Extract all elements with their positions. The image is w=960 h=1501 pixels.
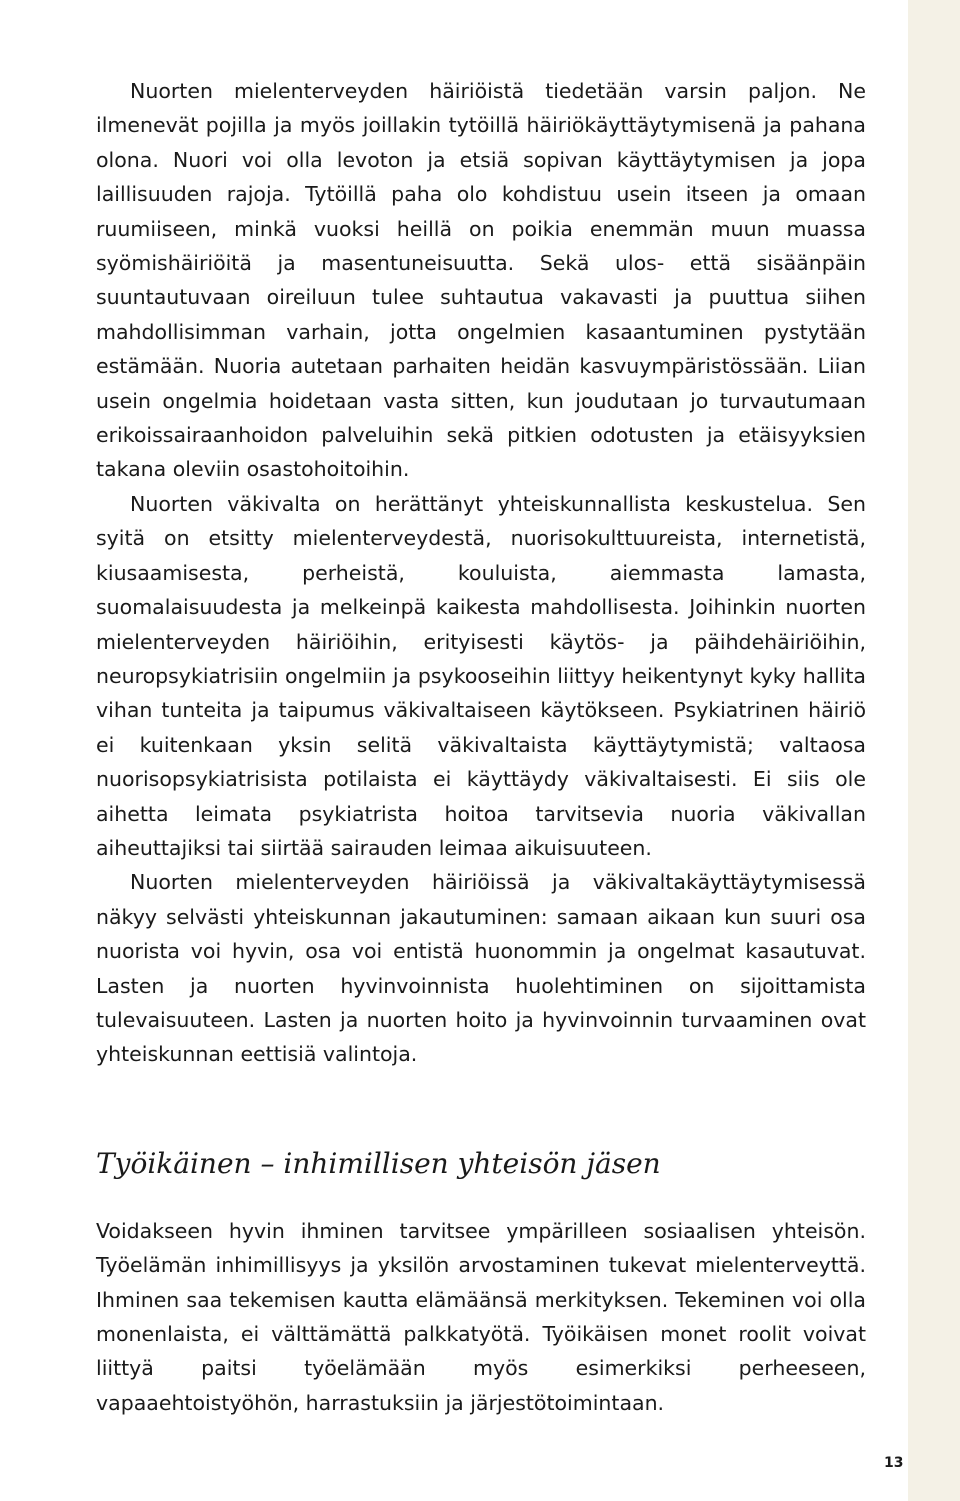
paragraph-working-age: Voidakseen hyvin ihminen tarvitsee ympärilleen sosiaalisen yhteisön. Työelämän inhimillisyys ja yksilön arvostaminen tukevat mielenterveyttä. Ihminen saa tekemisen kautta elämäänsä merkityksen. Tekeminen voi olla monenlaista, ei välttämättä palkkatyötä. Työikäisen monet roolit voivat liittyä paitsi työelämään myös esimerkiksi perheeseen, vapaaehtoistyöhön, harrastuksiin ja järjestötoimintaan. xyxy=(96,1218,866,1415)
page-body xyxy=(96,74,866,1420)
page-number: 13 xyxy=(884,1455,904,1471)
paragraph-youth-violence: Nuorten väkivalta on herättänyt yhteiskunnallista keskustelua. Sen syitä on etsitty mielenterveydestä, nuorisokulttuureista, internetistä, kiusaamisesta, perheistä, kouluista, aiemmasta lamasta, suomalaisuudesta ja melkeinpä kaikesta mahdollisesta. Joihinkin nuorten mielenterveyden häiriöihin, erityisesti käytös- ja päihdehäiriöihin, neuropsykiatrisiin ongelmiin ja psykooseihin liittyy heikentynyt kyky hallita vihan tunteita ja taipumus väkivaltaiseen käytökseen. Psykiatrinen häiriö ei kuitenkaan yksin selitä väkivaltaista käyttäytymistä; valtaosa nuorisopsykiatrisista potilaista ei käyttäydy väkivaltaisesti. Ei siis ole aihetta leimata psykiatrista hoitoa tarvitsevia nuoria väkivallan aiheuttajiksi tai siirtää sairauden leimaa aikuisuuteen. xyxy=(96,491,866,860)
paragraph-mental-health-disorders: Nuorten mielenterveyden häiriöistä tiedetään varsin paljon. Ne ilmenevät pojilla ja myös joillakin tytöillä häiriökäyttäytymisenä ja pahana olona. Nuori voi olla levoton ja etsiä sopivan käyttäytymisen ja jopa laillisuuden rajoja. Tytöillä paha olo kohdistuu usein itseen ja omaan ruumiiseen, minkä vuoksi heillä on poikia enemmän muun muassa syömishäiriöitä ja masentuneisuutta. Sekä ulos- että sisäänpäin suuntautuvaan oireiluun tulee suhtautua vakavasti ja puuttua siihen mahdollisimman varhain, jotta ongelmien kasaantuminen pystytään estämään. Nuoria autetaan parhaiten heidän kasvuympäristössään. Liian usein ongelmia hoidetaan vasta sitten, kun joudutaan jo turvautumaan erikoissairaanhoidon palveluihin sekä pitkien odotusten ja etäisyyksien takana oleviin osastohoitoihin. xyxy=(96,79,866,482)
section-heading: Työikäinen – inhimillisen yhteisön jäsen xyxy=(96,1146,661,1180)
paragraph-society-division: Nuorten mielenterveyden häiriöissä ja väkivaltakäyttäytymisessä näkyy selvästi yhteiskunnan jakautuminen: samaan aikaan kun suuri osa nuorista voi hyvin, osa voi entistä huonommin ja ongelmat kasautuvat. Lasten ja nuorten hyvinvoinnista huolehtiminen on sijoittamista tulevaisuuteen. Lasten ja nuorten hoito ja hyvinvoinnin turvaaminen ovat yhteiskunnan eettisiä valintoja. xyxy=(96,870,866,1067)
page-margin-band xyxy=(908,0,960,1501)
